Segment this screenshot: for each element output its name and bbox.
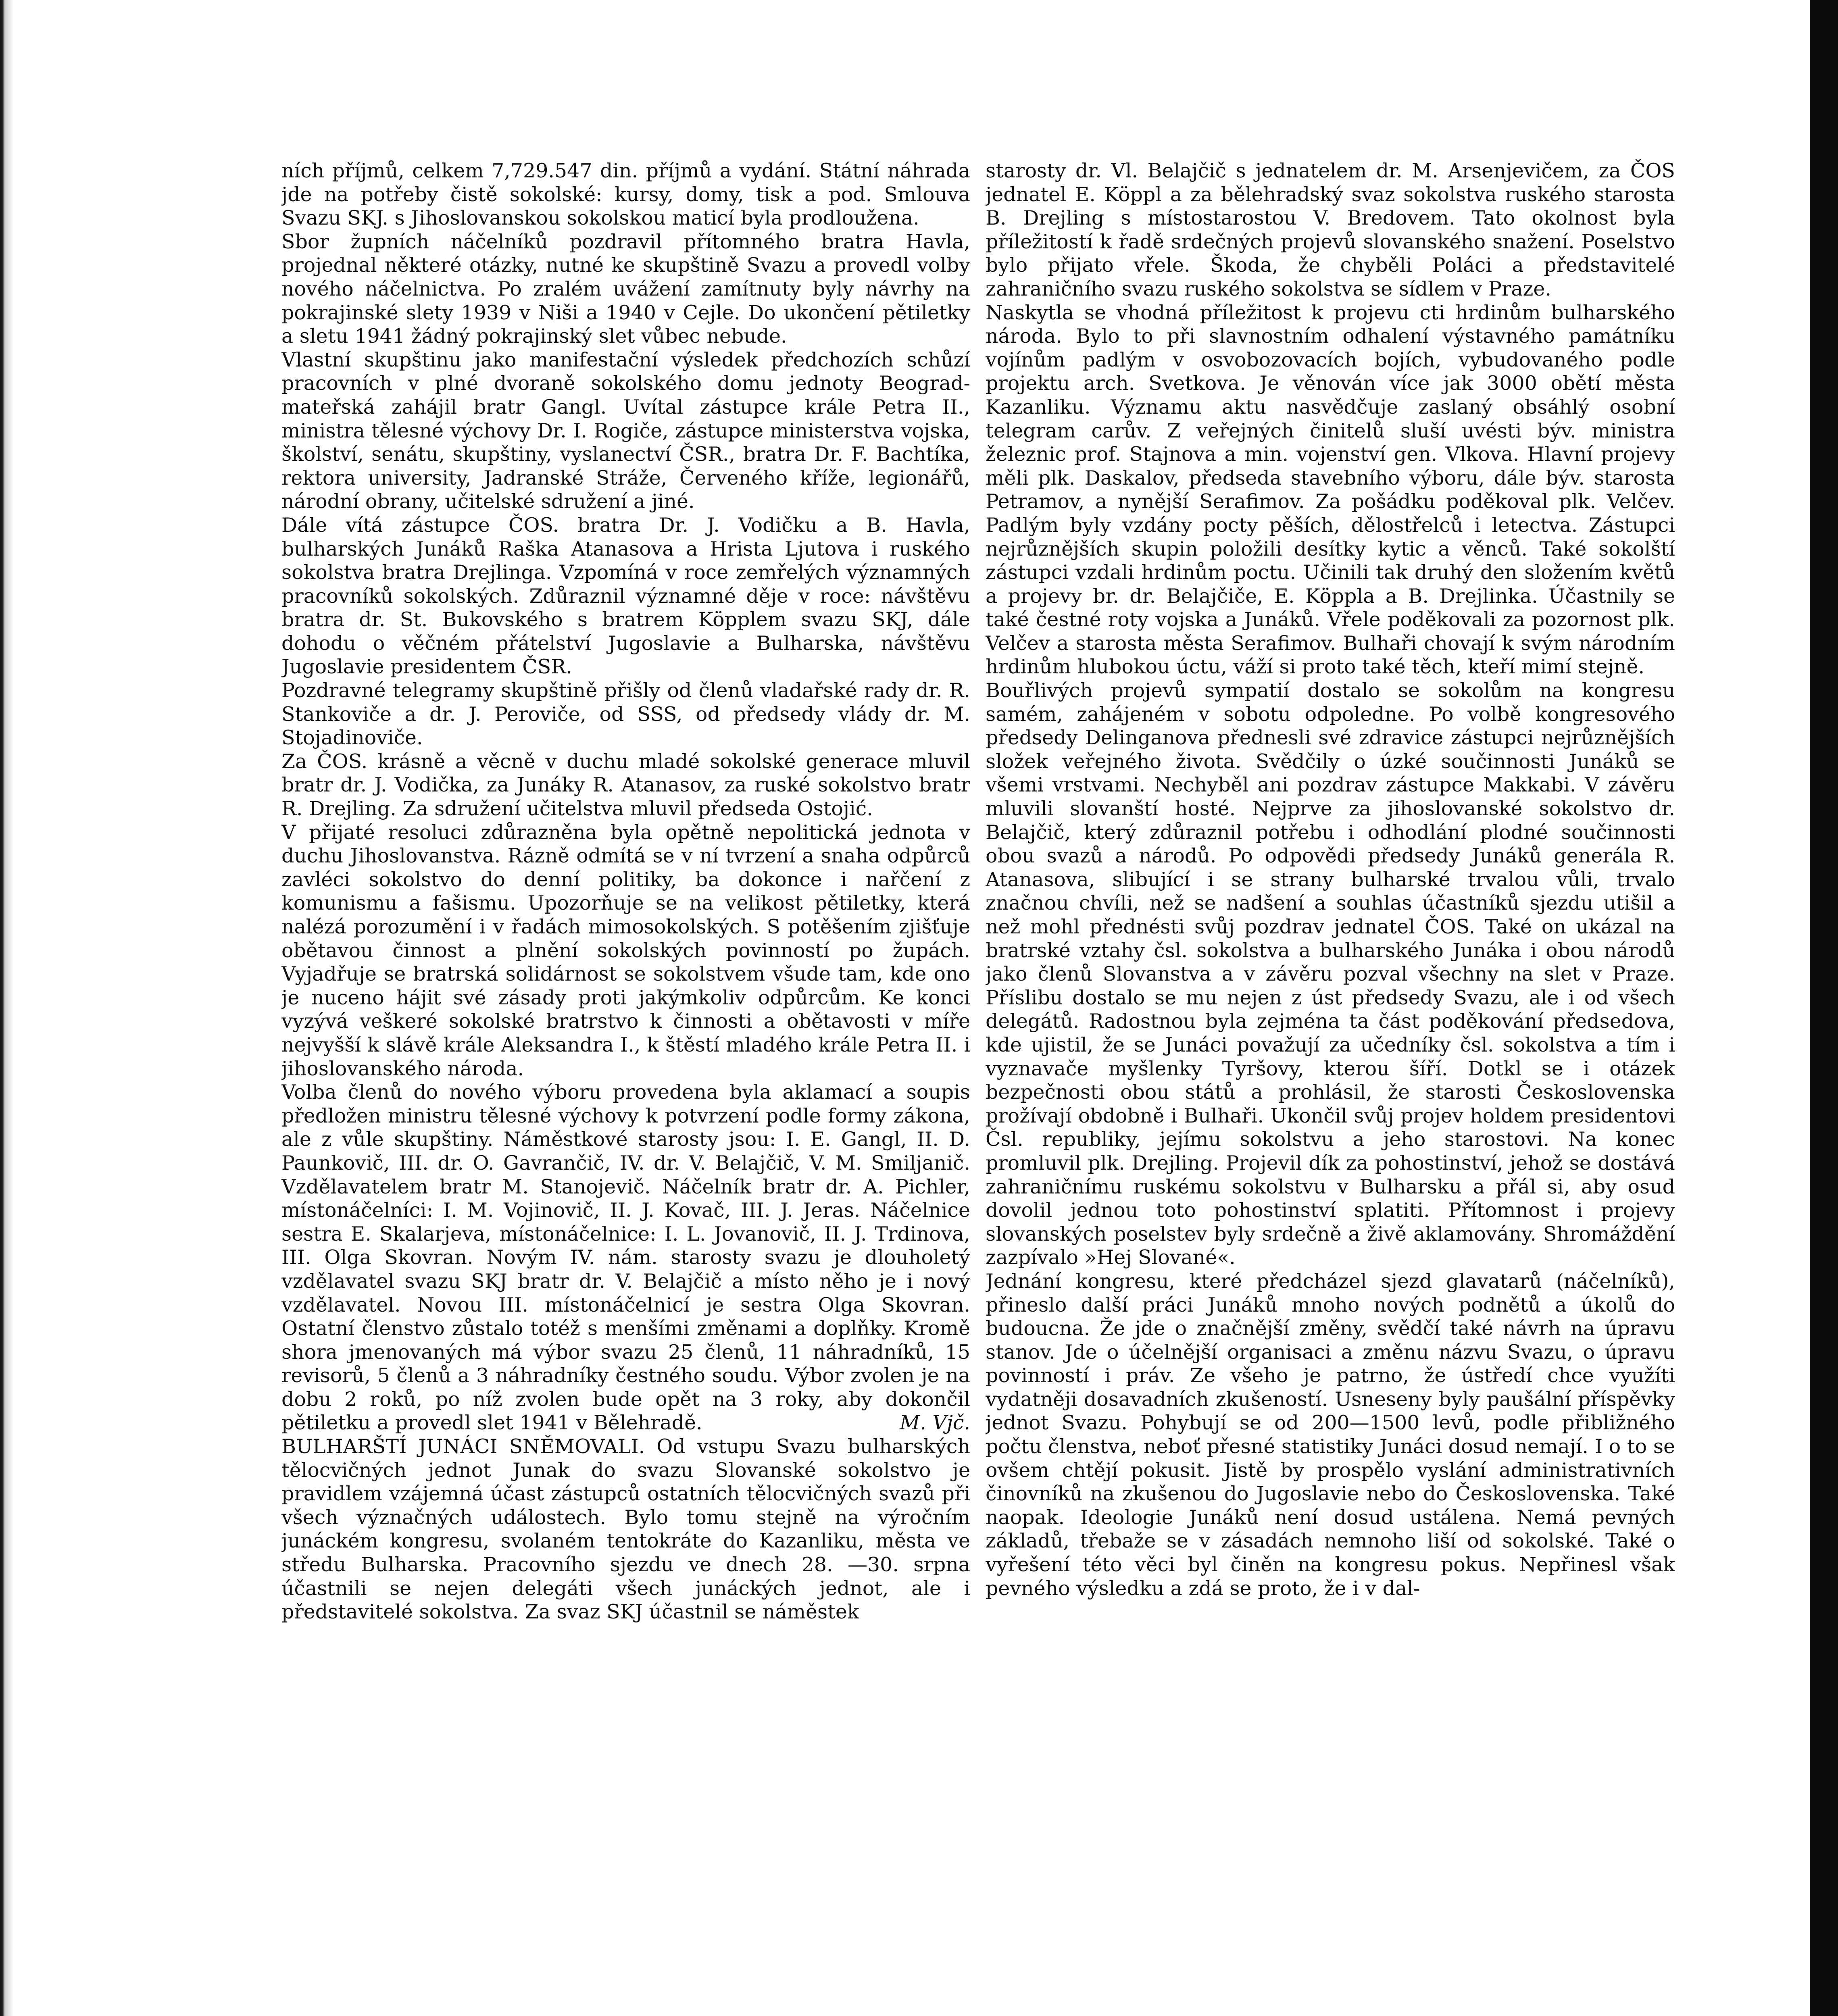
- left-column: [281, 159, 970, 2016]
- scan-edge-right: [1810, 0, 1838, 2016]
- author-signature: M. Vjč.: [900, 1411, 970, 1435]
- paragraph-income: ních příjmů, celkem 7,729.547 din. příjmů a vydání. Státní náhrada jde na potřeby čistě sokolské: kursy, domy, tisk a pod. Smlouva Svazu SKJ. s Jihoslovanskou sokolskou maticí byla prodloužena.: [281, 159, 970, 230]
- paragraph-congress-proceedings: Jednání kongresu, které předcházel sjezd glavatarů (náčelníků), přineslo další práci Junáků mnoho nových podnětů a úkolů do budoucna. Že jde o značnější změny, svědčí také návrh na úpravu stanov. Jde o účelnější organisaci a změnu názvu Svazu, o úpravu povinností i práv. Ze všeho je patrno, že ústředí chce využíti vydatněji dosavadních zkušeností. Usneseny byly paušální příspěvky jednot Svazu. Pohybují se od 200—1500 levů, podle přibližného počtu členstva, neboť přesné statistiky Junáci dosud nemají. I o to se ovšem chtějí pokusit. Jistě by prospělo vyslání administrativních činovníků na zkušenou do Jugoslavie nebo do Československa. Také naopak. Ideologie Junáků není dosud ustálena. Nemá pevných základů, třebaže se v zásadách nemnoho liší od sokolské. Také o vyřešení této věci byl činěn na kongresu pokus. Nepřinesl však pevného výsledku a zdá se proto, že i v dal-: [986, 1269, 1675, 1600]
- scan-edge-left: [0, 0, 14, 2016]
- election-text: Volba členů do nového výboru provedena byla aklamací a soupis předložen ministru tělesné výchovy k potvrzení podle formy zákona, ale z vůle skupštiny. Náměstkové starosty jsou: I. E. Gangl, II. D. Paunkovič, III. dr. O. Gavrančič, IV. dr. V. Belajčič, V. M. Smiljanič. Vzdělavatelem bratr M. Stanojevič. Náčelník bratr dr. A. Pichler, místonáčelníci: I. M. Vojinovič, II. J. Kovač, III. J. Jeras. Náčelnice sestra E. Skalarjeva, místonáčelnice: I. L. Jovanovič, II. J. Trdinova, III. Olga Skovran. Novým IV. nám. starosty svazu je dlouholetý vzdělavatel svazu SKJ bratr dr. V. Belajčič a místo něho je i nový vzdělavatel. Novou III. místonáčelnicí je sestra Olga Skovran. Ostatní členstvo zůstalo totéž s menšími změnami a doplňky. Kromě shora jmenovaných má výbor svazu 25 členů, 11 náhradníků, 15 revisorů, 5 členů a 3 náhradníky čestného soudu. Výbor zvolen je na dobu 2 roků, po níž zvolen bude opět na 3 roky, aby dokončil pětiletku a provedl slet 1941 v Bělehradě.: [281, 1081, 970, 1435]
- paragraph-welcome-guests: Dále vítá zástupce ČOS. bratra Dr. J. Vodičku a B. Havla, bulharských Junáků Raška Atanasova a Hrista Ljutova i ruského sokolstva bratra Drejlinga. Vzpomíná v roce zemřelých významných pracovníků sokolských. Zdůraznil významné děje v roce: návštěvu bratra dr. St. Bukovského s bratrem Köpplem svazu SKJ, dále dohodu o věčném přátelství Jugoslavie a Bulharska, návštěvu Jugoslavie presidentem ČSR.: [281, 513, 970, 679]
- paragraph-memorial: Naskytla se vhodná příležitost k projevu cti hrdinům bulharského národa. Bylo to při slavnostním odhalení výstavného památníku vojínům padlým v osvobozovacích bojích, vybudovaného podle projektu arch. Svetkova. Je věnován více jak 3000 obětí města Kazanliku. Významu aktu nasvědčuje zaslaný obsáhlý osobní telegram carův. Z veřejných činitelů sluší uvésti býv. ministra železnic prof. Stajnova a min. vojenství gen. Vlkova. Hlavní projevy měli plk. Daskalov, předseda stavebního výboru, dále býv. starosta Petramov, a nynější Serafimov. Za pošádku poděkoval plk. Velčev. Padlým byly vzdány pocty pěších, dělostřelců i letectva. Zástupci nejrůznějších skupin položili desítky kytic a věnců. Také sokolští zástupci vzdali hrdinům poctu. Učinili tak druhý den složením květů a projevy br. dr. Belajčiče, E. Köppla a B. Drejlinka. Účastnily se také čestné roty vojska a Junáků. Vřele poděkovali za pozornost plk. Velčev a starosta města Serafimov. Bulhaři chovají k svým národním hrdinům hlubokou úctu, váží si proto také těch, kteří mimí stejně.: [986, 301, 1675, 679]
- paragraph-election: [281, 1081, 970, 1435]
- paragraph-leaders-corps: Sbor župních náčelníků pozdravil přítomného bratra Havla, projednal některé otázky, nutné ke skupštině Svazu a provedl volby nového náčelnictva. Po zralém uvážení zamítnuty byly návrhy na pokrajinské slety 1939 v Niši a 1940 v Cejle. Do ukončení pětiletky a sletu 1941 žádný pokrajinský slet vůbec nebude.: [281, 230, 970, 348]
- right-column: [986, 159, 1675, 2016]
- paragraph-resolution: V přijaté resoluci zdůrazněna byla opětně nepolitická jednota v duchu Jihoslovanstva. Rázně odmítá se v ní tvrzení a snaha odpůrců zavléci sokolstvo do denní politiky, ba dokonce i nařčení z komunismu a fašismu. Upozorňuje se na velikost pětiletky, která nalézá porozumění i v řadách mimosokolských. S potěšením zjišťuje obětavou činnost a plnění sokolských povinností po župách. Vyjadřuje se bratrská solidárnost se sokolstvem všude tam, kde ono je nuceno hájit své zásady proti jakýmkoliv odpůrcům. Ke konci vyzývá veškeré sokolské bratrstvo k činnosti a obětavosti v míře nejvyšší k slávě krále Aleksandra I., k štěstí mladého krále Petra II. i jihoslovanského národa.: [281, 821, 970, 1080]
- paragraph-telegrams: Pozdravné telegramy skupštině přišly od členů vladařské rady dr. R. Stankoviče a dr. J. Peroviče, od SSS, od předsedy vlády dr. M. Stojadinoviče.: [281, 679, 970, 750]
- paragraph-congress-sympathies: Bouřlivých projevů sympatií dostalo se sokolům na kongresu samém, zahájeném v sobotu odpoledne. Po volbě kongresového předsedy Delinganova přednesli své zdravice zástupci nejrůznějších složek veřejného života. Svědčily o úzké součinnosti Junáků se všemi vrstvami. Nechyběl ani pozdrav zástupce Makkabi. V závěru mluvili slovanští hosté. Nejprve za jihoslovanské sokolstvo dr. Belajčič, který zdůraznil potřebu i odhodlání plodné součinnosti obou svazů a národů. Po odpovědi předsedy Junáků generála R. Atanasova, slibující i se strany bulharské trvalou vůli, trvalo značnou chvíli, než se nadšení a souhlas účastníků sjezdu utišil a než mohl přednésti svůj pozdrav jednatel ČOS. Také on ukázal na bratrské vztahy čsl. sokolstva a bulharského Junáka i obou národů jako členů Slovanstva a v závěru pozval všechny na slet v Praze. Příslibu dostalo se mu nejen z úst předsedy Svazu, ale i od všech delegátů. Radostnou byla zejména ta část poděkování předsedova, kde ujistil, že se Junáci považují za učedníky čsl. sokolstva a tím i vyznavače myšlenky Tyršovy, kterou šíří. Dotkl se i otázek bezpečnosti obou států a prohlásil, že starosti Československa prožívají obdobně i Bulhaři. Ukončil svůj projev holdem presidentovi Čsl. republiky, jejímu sokolstvu a jeho starostovi. Na konec promluvil plk. Drejling. Projevil dík za pohostinství, jehož se dostává zahraničnímu ruskému sokolstvu v Bulharsku a přál si, aby osud dovolil jednou toto pohostinství splatiti. Přítomnost i projevy slovanských poselstev byly srdečně a živě aklamovány. Shromáždění zazpívalo »Hej Slované«.: [986, 679, 1675, 1269]
- paragraph-assembly-opening: Vlastní skupštinu jako manifestační výsledek předchozích schůzí pracovních v plné dvoraně sokolského domu jednoty Beograd-mateřská zahájil bratr Gangl. Uvítal zástupce krále Petra II., ministra tělesné výchovy Dr. I. Rogiče, zástupce ministerstva vojska, školství, senátu, skupštiny, vyslanectví ČSR., bratra Dr. F. Bachtíka, rektora university, Jadranské Stráže, Červeného kříže, legionářů, národní obrany, učitelské sdružení a jiné.: [281, 348, 970, 513]
- paragraph-speeches: Za ČOS. krásně a věcně v duchu mladé sokolské generace mluvil bratr dr. J. Vodička, za Junáky R. Atanasov, za ruské sokolstvo bratr R. Drejling. Za sdružení učitelstva mluvil předseda Ostojić.: [281, 750, 970, 821]
- paragraph-bulgarian-junaci: BULHARŠTÍ JUNÁCI SNĚMOVALI. Od vstupu Svazu bulharských tělocvičných jednot Junak do svazu Slovanské sokolstvo je pravidlem vzájemná účast zástupců ostatních tělocvičných svazů při všech význačných událostech. Bylo tomu stejně na výročním junáckém kongresu, svolaném tentokráte do Kazanliku, města ve středu Bulharska. Pracovního sjezdu ve dnech 28. —30. srpna účastnili se nejen delegáti všech junáckých jednot, ale i představitelé sokolstva. Za svaz SKJ účastnil se náměstek: [281, 1435, 970, 1624]
- paragraph-delegations: starosty dr. Vl. Belajčič s jednatelem dr. M. Arsenjevičem, za ČOS jednatel E. Köppl a za bělehradský svaz sokolstva ruského starosta B. Drejling s místostarostou V. Bredovem. Tato okolnost byla příležitostí k řadě srdečných projevů slovanského snažení. Poselstvo bylo přijato vřele. Škoda, že chyběli Poláci a představitelé zahraničního svazu ruského sokolstva se sídlem v Praze.: [986, 159, 1675, 300]
